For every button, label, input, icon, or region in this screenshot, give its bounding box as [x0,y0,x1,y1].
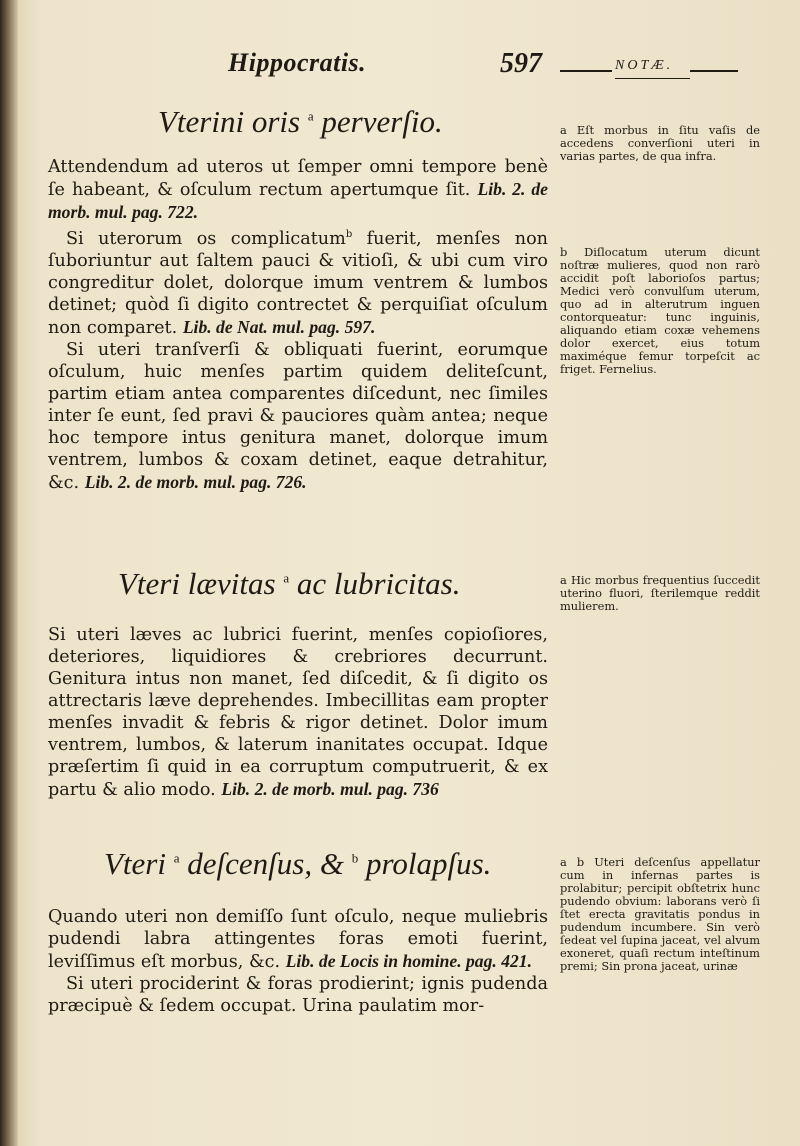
paragraph [48,973,548,1017]
paragraph-text: Attendendum ad uteros ut ſemper omni tempore benè ſe habeant, & oſculum rectum apertumque ſit. [48,157,548,200]
heading-text: Vteri lævitas [118,566,276,601]
header-rule [560,70,612,72]
note-marker: a [283,570,290,586]
header-title: Hippocratis. [228,48,367,77]
paragraph [48,156,548,224]
paragraph-text: Quando uteri non demiſſo ſunt oſculo, neque muliebris pudendi labra attingentes foras emoti fuerint, leviſſimus eſt morbus, &c. [48,907,548,972]
paragraph-text: Si uteri prociderint & foras prodierint; ignis pudenda præcipuè & ſedem occupat. Urina paulatim mor- [48,974,548,1016]
running-header [220,48,760,88]
page-gutter [0,0,18,1146]
heading-text: Vterini oris [158,104,301,139]
paragraph [48,224,548,339]
margin-note: a Hic morbus frequentius ſuccedit uterino fluori, ſterilemque reddit mulierem. [560,573,760,613]
heading-text: perverſio. [321,104,443,139]
reference: Lib. de Nat. mul. pag. 597. [182,316,376,337]
paragraph-text: fuerit, menſes non ſuboriuntur aut ſaltem pauci & vitioſi, & ubi cum viro congreditur dolet, dolorque imum ventrem & lumbos detinet; quòd ſi digito contrectet & perquiſiat oſculum non comparet. [48,228,548,338]
paragraph [48,906,548,973]
paragraph-text: Si uterorum os complicatum [66,228,346,249]
heading-text: ac lubricitas. [296,566,461,601]
body-text [48,156,548,494]
paragraph [48,339,548,494]
reference: Lib. 2. de morb. mul. pag. 722. [48,179,548,222]
body-text [48,624,548,801]
heading-text: Vteri [104,846,166,881]
note-marker: b [351,850,359,866]
page-number: 597 [500,48,542,79]
reference: Lib. 2. de morb. mul. pag. 736 [221,779,439,799]
header-underline [615,78,690,79]
margin-note: a b Uteri deſcenſus appellatur cum in infernas partes is prolabitur; percipit obſtetrix hunc pudendo obvium: laborans verò ſi ſtet erecta gravitatis pondus in pudendum incumbere. Sin verò ſedeat vel ſupina jaceat, vel alvum exoneret, quaſi rectum inteſtinum premi; Sin prona jaceat, urinæ [560,855,760,973]
note-marker: a [173,850,180,866]
note-marker: b [345,229,353,240]
heading-text: deſcenſus, & [187,846,344,881]
body-text [48,906,548,1017]
running-head: NOTÆ. [615,58,674,73]
heading-text: prolapſus. [365,846,492,881]
paragraph-text: Si uteri læves ac lubrici fuerint, menſes copioſiores, deteriores, liquidiores & crebriores decurrunt. Genitura intus non manet, ſed diſcedit, & ſi digito os attrectaris læve deprehendes. Imbecillitas eam propter menſes invadit & febris & rigor detinet. Dolor imum ventrem, lumbos, & laterum inanitates occupat. Idque præſertim ſi quid in ea corruptum computruerit, & ex partu & alio modo. [48,625,548,800]
note-marker: a [307,108,314,124]
paragraph-text: Si uteri tranſverſi & obliquati fuerint, eorumque oſculum, huic menſes partim quidem deliteſcunt, partim etiam antea comparentes diſcedunt, nec ſimiles inter ſe eunt, ſed pravi & pauciores quàm antea; neque hoc tempore intus genitura manet, dolorque imum ventrem, lumbos & coxam detinet, eaque detrahitur, &c. [48,339,548,493]
margin-note: b Diſlocatum uterum dicunt noſtræ mulieres, quod non rarò accidit poſt laborioſos partus; Medici verò convulſum uterum, quo ad in alterutrum inguen contorqueatur: tunc inguinis, aliquando etiam coxæ vehemens dolor exercet, eius totum maximéque femur torpeſcit ac friget. Fernelius. [560,245,760,376]
section-heading [158,104,443,140]
reference: Lib. de Locis in homine. pag. 421. [285,951,532,971]
header-rule [690,70,738,72]
paragraph [48,624,548,801]
section-heading [104,846,491,882]
reference: Lib. 2. de morb. mul. pag. 726. [84,471,307,492]
margin-note: a Eſt morbus in ſitu vaſis de accedens converſioni uteri in varias partes, de qua infra. [560,123,760,163]
section-heading [118,566,460,602]
